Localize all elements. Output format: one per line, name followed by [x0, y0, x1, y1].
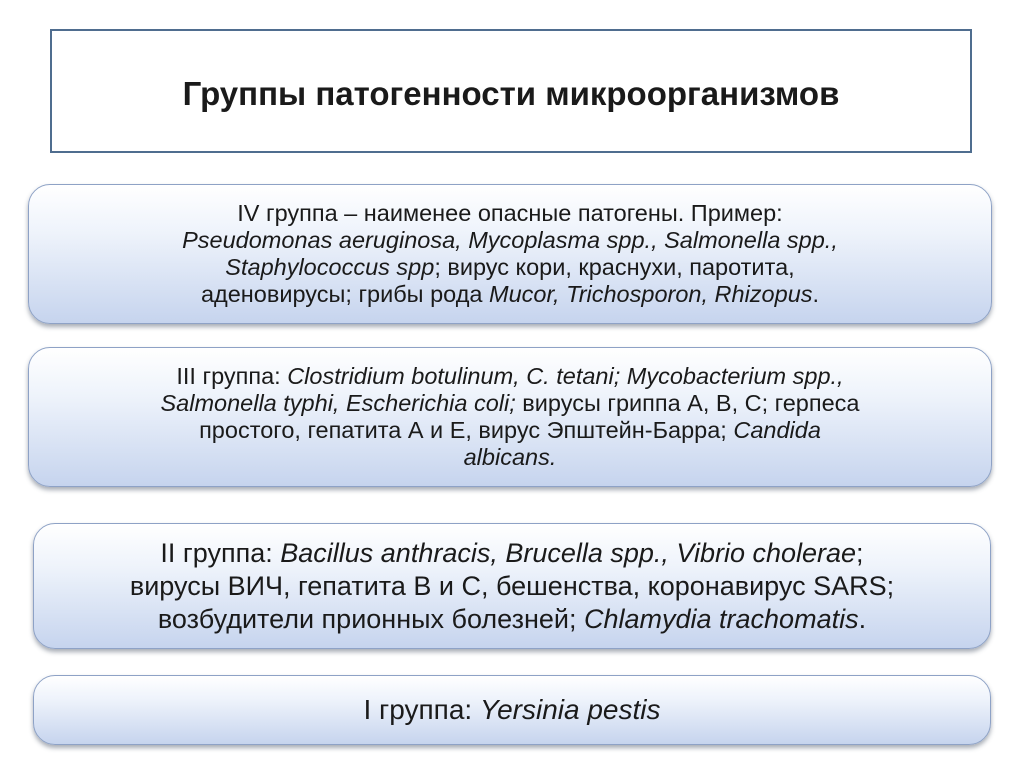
- group-iii-candida: Candida: [733, 417, 821, 443]
- group-iii-line-2: [160, 390, 859, 417]
- group-ii-label: II группа:: [160, 537, 281, 568]
- group-iii-line-1: [160, 363, 859, 390]
- group-iii-box: [28, 347, 992, 487]
- group-iv-line-1: IV группа – наименее опасные патогены. Пример:: [237, 200, 783, 226]
- group-iii-viruses-2: простого, гепатита А и Е, вирус Эпштейн-Барра;: [199, 417, 734, 443]
- group-iii-organisms-2: Salmonella typhi, Escherichia coli;: [160, 390, 516, 416]
- group-iv-staphylococcus: Staphylococcus spp: [225, 254, 435, 280]
- group-i-text: [363, 694, 660, 726]
- group-i-organism: Yersinia pestis: [479, 694, 661, 725]
- group-i-label: I группа:: [363, 694, 480, 725]
- group-ii-semicolon: ;: [856, 537, 864, 568]
- group-ii-text: [130, 537, 894, 636]
- group-iii-line-4: [160, 444, 859, 471]
- title-box: [50, 29, 972, 153]
- group-ii-box: [33, 523, 991, 649]
- group-ii-organisms: Bacillus anthracis, Brucella spp., Vibrio cholerae: [280, 537, 857, 568]
- group-iv-text: [182, 200, 838, 308]
- group-ii-chlamydia: Chlamydia trachomatis: [583, 603, 859, 634]
- group-iv-line-3: [182, 254, 838, 281]
- group-iii-line-3: [160, 417, 859, 444]
- group-iii-text: [160, 363, 859, 471]
- group-iv-organisms: Pseudomonas aeruginosa, Mycoplasma spp., Salmonella spp.,: [182, 227, 838, 253]
- group-iv-line-2: [182, 227, 838, 254]
- group-iii-organisms-1: Clostridium botulinum, C. tetani; Mycobacterium spp.,: [287, 363, 844, 389]
- group-i-line-1: [363, 694, 660, 726]
- group-iii-albicans: albicans.: [463, 444, 557, 470]
- group-iii-viruses-1: вирусы гриппа А, В, С; герпеса: [515, 390, 860, 416]
- group-iv-fungi: Mucor, Trichosporon, Rhizopus: [489, 281, 813, 307]
- group-ii-prions: возбудители прионных болезней;: [157, 603, 584, 634]
- group-iv-line-4: [182, 281, 838, 308]
- group-ii-line-3: [130, 603, 894, 636]
- group-ii-period: .: [858, 603, 867, 634]
- group-iv-box: [28, 184, 992, 324]
- group-iv-fungi-prefix: аденовирусы; грибы рода: [200, 281, 490, 307]
- group-ii-line-1: [130, 537, 894, 570]
- group-iv-viruses: ; вирус кори, краснухи, паротита,: [434, 254, 795, 280]
- group-iii-label: III группа:: [176, 363, 288, 389]
- page-title: Группы патогенности микроорганизмов: [182, 75, 840, 112]
- group-i-box: [33, 675, 991, 745]
- group-iv-period: .: [812, 281, 820, 307]
- group-ii-line-2: вирусы ВИЧ, гепатита В и С, бешенства, коронавирус SARS;: [129, 570, 895, 601]
